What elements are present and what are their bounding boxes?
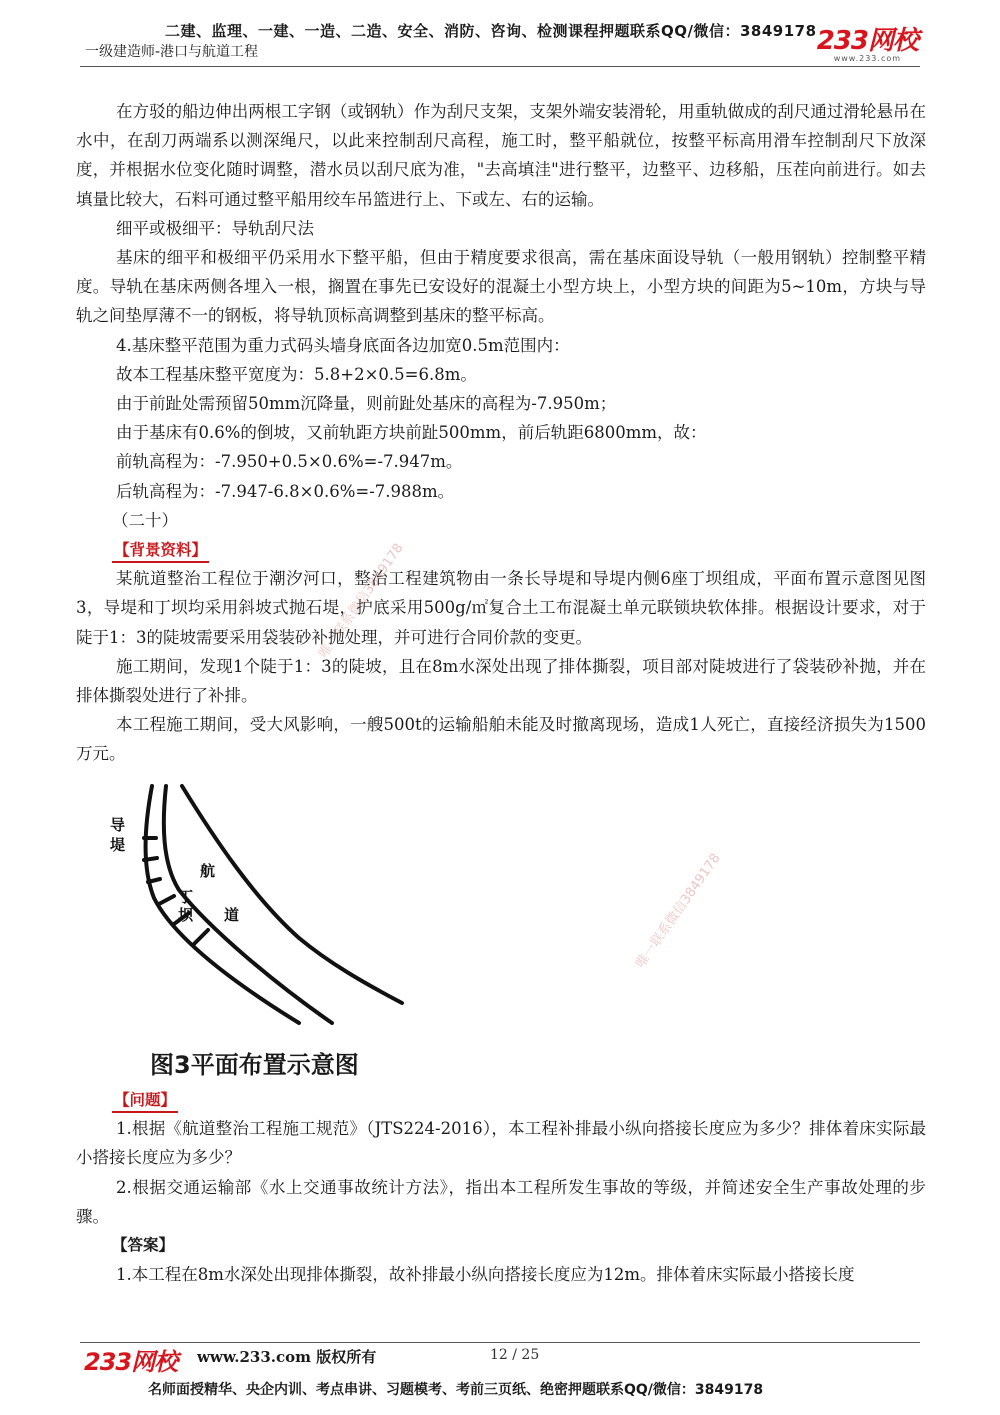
paragraph: 故本工程基床整平宽度为：5.8+2×0.5=6.8m。 [116,364,477,384]
watermark: 唯一联系微信3849178 [633,850,724,971]
paragraph: 后轨高程为：-7.947-6.8×0.6%=-7.988m。 [116,481,455,501]
header-logo [817,28,918,63]
main-content [76,97,926,769]
channel-bank-line [182,786,402,1003]
paragraph: 细平或极细平：导轨刮尺法 [116,218,314,238]
figure-label-dao: 道 [224,906,240,924]
paragraph: 某航道整治工程位于潮汐河口，整治工程建筑物由一条长导堤和导堤内侧6座丁坝组成，平面布置示意图见图3，导堤和丁坝均采用斜坡式抛石堤，护底采用500g/㎡复合土工布混凝土单元联锁块软体排。根据设计要求，对于陡于1：3的陡坡需要采用袋装砂补抛处理，并可进行合同价款的变更。 [76,569,926,647]
paragraph: 由于基床有0.6%的倒坡，又前轨距方块前趾500mm，前后轨距6800mm，故： [116,423,707,443]
answer-tag: 【答案】 [112,1236,175,1255]
paragraph: 在方驳的船边伸出两根工字钢（或钢轨）作为刮尺支架，支架外端安装滑轮，用重轨做成的刮尺通过滑轮悬吊在水中，在刮刀两端系以测深绳尺，以此来控制刮尺高程，施工时，整平船就位，按整平标高用滑车控制刮尺下放深度，并根据水位变化随时调整，潜水员以刮尺底为准，"去高填洼"进行整平，边整平、边移船，压茬向前进行。如去填量比较大，石料可通过整平船用绞车吊篮进行上、下或左、右的运输。 [76,102,926,209]
figure-label-daodi-2: 堤 [110,836,126,854]
paragraph: 施工期间，发现1个陡于1：3的陡坡，且在8m水深处出现了排体撕裂，项目部对陡坡进行了袋装砂补抛，并在排体撕裂处进行了补排。 [76,656,926,706]
paragraph: 前轨高程为：-7.950+0.5×0.6%=-7.947m。 [116,452,463,472]
header-logo-text: 233网校 [816,26,918,56]
question-1: 1.根据《航道整治工程施工规范》（JTS224-2016），本工程补排最小纵向搭接长度应为多少？排体着床实际最小搭接长度应为多少？ [76,1119,926,1168]
figure-label-dingba-1: 丁 [178,888,194,906]
figure-label-daodi-1: 导 [110,816,126,834]
watermark: 唯一联系微信3849178 [316,540,407,661]
training-dike-line [146,786,300,1023]
paragraph: 本工程施工期间，受大风影响，一艘500t的运输船舶未能及时撤离现场，造成1人死亡，直接经济损失为1500万元。 [76,715,926,764]
page-number: 12 / 25 [490,1347,540,1363]
groin-line [144,858,157,860]
header-subtitle: 一级建造师-港口与航道工程 [85,44,259,60]
question-2: 2.根据交通运输部《水上交通事故统计方法》，指出本工程所发生事故的等级，并简述安全生产事故处理的步骤。 [76,1177,926,1226]
background-tag: 【背景资料】 [112,539,209,563]
footer-copyright: www.233.com 版权所有 [197,1348,377,1366]
section-number: （二十） [112,510,178,530]
header-promo-text: 二建、监理、一建、一造、二造、安全、消防、咨询、检测课程押题联系QQ/微信：3849178 [165,22,817,40]
answer-1: 1.本工程在8m水深处出现排体撕裂，故补排最小纵向搭接长度应为12m。排体着床实际最小搭接长度 [116,1265,855,1285]
groin-line [159,896,174,904]
questions-section [76,1085,926,1289]
paragraph: 4.基床整平范围为重力式码头墙身底面各边加宽0.5m范围内： [116,335,570,355]
footer-logo: 233网校 [84,1348,178,1376]
header-logo-url: www.233.com [833,54,902,63]
paragraph: 基床的细平和极细平仍采用水下整平船，但由于精度要求很高，需在基床面设导轨（一般用钢轨）控制整平精度。导轨在基床两侧各埋入一根，搁置在事先已安设好的混凝土小型方块上，小型方块的间距为5~10m，方块与导轨之间垫厚薄不一的钢板，将导轨顶标高调整到基床的整平标高。 [76,248,926,326]
footer-divider [80,1342,920,1343]
figure-label-dingba-2: 坝 [178,906,194,924]
groin-line [194,930,208,944]
figure-caption: 图3平面布置示意图 [150,1051,359,1079]
questions-tag: 【问题】 [112,1089,178,1113]
header-divider [80,66,920,67]
footer-promo-text: 名师面授精华、央企内训、考点串讲、习题模考、考前三页纸、绝密押题联系QQ/微信：3849178 [148,1382,764,1398]
layout-diagram [104,778,414,1033]
paragraph: 由于前趾处需预留50mm沉降量，则前趾处基床的高程为-7.950m； [116,394,617,414]
figure-label-hang: 航 [200,862,216,880]
